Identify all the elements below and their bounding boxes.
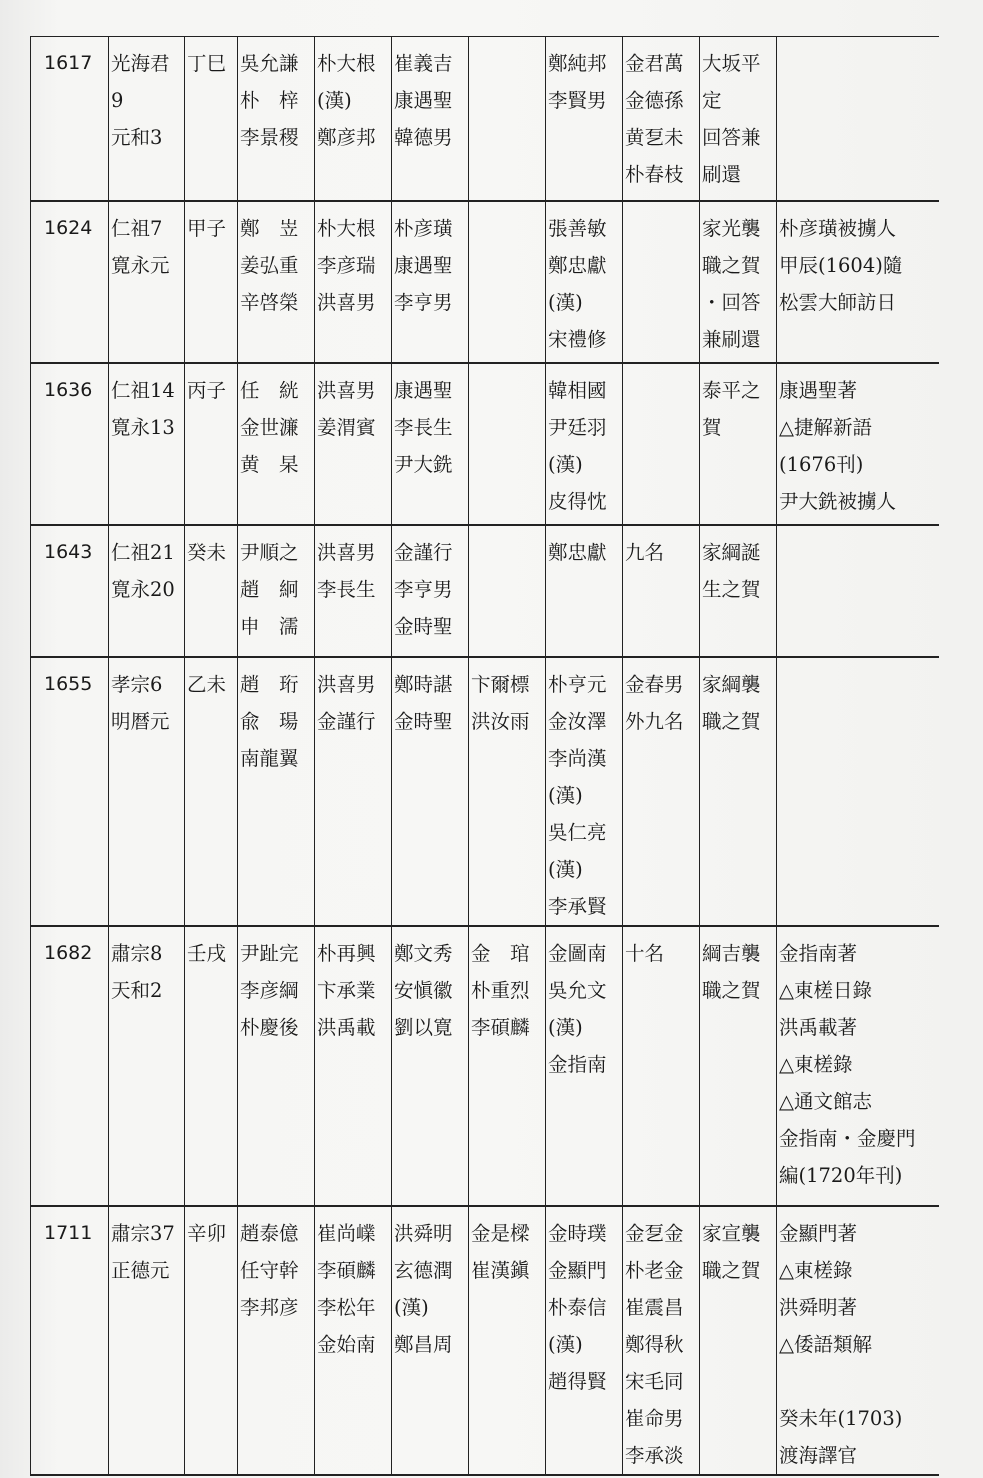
cell-line: 皮得忱	[548, 489, 607, 513]
ganji-cell	[185, 37, 238, 201]
cell-line: (漢)	[317, 89, 352, 112]
envoys-cell	[238, 525, 315, 657]
cell-line: △東槎錄	[779, 1052, 853, 1076]
cell-line: 甲辰(1604)隨	[779, 253, 903, 277]
year-text: 1617	[44, 52, 93, 74]
interpreter-2-cell	[392, 363, 469, 525]
cell-line: 兪 瑒	[240, 709, 299, 733]
cell-line: 朴大根	[317, 216, 376, 240]
cell-line	[779, 1363, 939, 1400]
cell-line: 洪喜男	[317, 378, 376, 402]
cell-line: △東槎錄	[779, 1258, 853, 1282]
cell-line: 卞爾標	[471, 672, 530, 696]
year-cell	[31, 363, 109, 525]
table-row	[31, 657, 939, 926]
attendants-cell	[623, 1206, 700, 1475]
reign-cell	[109, 1206, 185, 1475]
cell-line: 金指南	[548, 1052, 607, 1076]
cell-line: 李彦綱	[240, 978, 299, 1002]
year-cell	[31, 37, 109, 201]
cell-line: 趙 絅	[240, 577, 299, 601]
interpreter-2-cell	[392, 201, 469, 363]
year-cell	[31, 657, 109, 926]
table-row	[31, 363, 939, 525]
year-text: 1655	[44, 672, 93, 695]
year-cell	[31, 1206, 109, 1475]
cell-line: 李景稷	[240, 126, 299, 149]
cell-line: 韓相國	[548, 378, 607, 402]
ganji-cell	[185, 201, 238, 363]
attendants-cell	[623, 201, 700, 363]
year-text: 1682	[44, 941, 93, 964]
purpose-cell	[700, 1206, 777, 1475]
interpreter-3-cell	[469, 525, 546, 657]
cell-line: (漢)	[548, 783, 583, 807]
cell-line: 寛永20	[111, 577, 175, 601]
notes-cell	[777, 1206, 939, 1475]
cell-line: 金始南	[317, 1332, 376, 1356]
cell-line: 朴泰信	[548, 1295, 607, 1319]
cell-line: 家宣襲	[702, 1221, 761, 1245]
purpose-cell	[700, 363, 777, 525]
cell-line: 洪汝雨	[471, 709, 530, 733]
cell-line: 洪喜男	[317, 290, 376, 314]
cell-line: 朴重烈	[471, 978, 530, 1002]
cell-line: 金指南・金慶門	[779, 1126, 916, 1150]
cell-line: 鄭得秋	[625, 1332, 684, 1356]
cell-line: 定	[702, 89, 722, 112]
reign-cell	[109, 926, 185, 1206]
table-row	[31, 201, 939, 363]
table-row	[31, 1206, 939, 1475]
attendants-cell	[623, 525, 700, 657]
cell-line: 辛卯	[187, 1221, 227, 1245]
cell-line: △東槎日錄	[779, 978, 872, 1002]
envoys-cell	[238, 201, 315, 363]
cell-line: 安愼徽	[394, 978, 453, 1002]
cell-line: 李碩麟	[317, 1258, 376, 1282]
cell-line: 南龍翼	[240, 746, 299, 770]
interpreter-3-cell	[469, 201, 546, 363]
envoys-cell	[238, 363, 315, 525]
cell-line: 鄭時諶	[394, 672, 453, 696]
ganji-cell	[185, 657, 238, 926]
cell-line: 職之賀	[702, 1258, 761, 1282]
cell-line: 肅宗8	[111, 941, 163, 965]
cell-line: 家光襲	[702, 216, 761, 240]
cell-line: (漢)	[548, 290, 583, 314]
cell-line: 寛永元	[111, 253, 170, 277]
interpreter-cell	[315, 37, 392, 201]
interpreter-4-cell	[546, 657, 623, 926]
cell-line: 仁祖7	[111, 216, 163, 240]
interpreter-2-cell	[392, 1206, 469, 1475]
cell-line: 李賢男	[548, 89, 607, 112]
interpreter-cell	[315, 657, 392, 926]
notes-cell	[777, 363, 939, 525]
cell-line: 朴 梓	[240, 89, 299, 112]
cell-line: 劉以寛	[394, 1015, 453, 1039]
cell-line: 回答兼	[702, 126, 761, 149]
purpose-cell	[700, 657, 777, 926]
cell-line: 鄭忠獻	[548, 540, 607, 564]
cell-line: 張善敏	[548, 216, 607, 240]
cell-line: 吳允謙	[240, 52, 299, 75]
cell-line: 趙 珩	[240, 672, 299, 696]
interpreter-3-cell	[469, 657, 546, 926]
cell-line: 金世濂	[240, 415, 299, 439]
cell-line: 金指南著	[779, 941, 858, 965]
purpose-cell	[700, 37, 777, 201]
interpreter-3-cell	[469, 37, 546, 201]
cell-line: (漢)	[548, 1332, 583, 1356]
cell-line: 尹廷羽	[548, 415, 607, 439]
table-row	[31, 37, 939, 201]
cell-line: 金德孫	[625, 89, 684, 112]
cell-line: △捷解新語	[779, 415, 872, 439]
cell-line: △通文館志	[779, 1089, 872, 1113]
notes-cell	[777, 657, 939, 926]
envoys-cell	[238, 657, 315, 926]
cell-line: 李長生	[317, 577, 376, 601]
attendants-cell	[623, 37, 700, 201]
cell-line: 鄭純邦	[548, 52, 607, 75]
interpreter-3-cell	[469, 363, 546, 525]
cell-line: 金圖南	[548, 941, 607, 965]
cell-line: 李彦瑞	[317, 253, 376, 277]
interpreter-3-cell	[469, 926, 546, 1206]
cell-line: 大坂平	[702, 52, 761, 75]
cell-line: 乙未	[187, 672, 227, 696]
cell-line: 仁祖21	[111, 540, 175, 564]
ganji-cell	[185, 363, 238, 525]
notes-cell	[777, 926, 939, 1206]
cell-line: 康遇聖	[394, 378, 453, 402]
year-text: 1636	[44, 378, 93, 401]
cell-line: 朴老金	[625, 1258, 684, 1282]
cell-line: 吳仁亮	[548, 820, 607, 844]
cell-line: 洪喜男	[317, 672, 376, 696]
reign-cell	[109, 525, 185, 657]
cell-line: 趙泰億	[240, 1221, 299, 1245]
cell-line: 明暦元	[111, 709, 170, 733]
cell-line: 鄭文秀	[394, 941, 453, 965]
cell-line: 刷還	[702, 163, 742, 186]
envoy-table	[30, 36, 939, 1476]
cell-line: 黄 杲	[240, 452, 299, 476]
cell-line: 仁祖14	[111, 378, 175, 402]
interpreter-4-cell	[546, 363, 623, 525]
cell-line: 兼刷還	[702, 327, 761, 351]
cell-line: (漢)	[548, 1015, 583, 1039]
cell-line: 金謹行	[317, 709, 376, 733]
cell-line: 康遇聖著	[779, 378, 858, 402]
purpose-cell	[700, 525, 777, 657]
cell-line: 洪禹載	[317, 1015, 376, 1039]
cell-line: 康遇聖	[394, 253, 453, 277]
notes-cell	[777, 525, 939, 657]
interpreter-cell	[315, 1206, 392, 1475]
cell-line: 申 濡	[240, 614, 299, 638]
interpreter-4-cell	[546, 525, 623, 657]
cell-line: 崔義吉	[394, 52, 453, 75]
cell-line: 李松年	[317, 1295, 376, 1319]
cell-line: 職之賀	[702, 253, 761, 277]
ganji-cell	[185, 1206, 238, 1475]
cell-line: 外九名	[625, 709, 684, 733]
cell-line: 尹大銑被擄人	[779, 489, 897, 513]
cell-line: (漢)	[548, 857, 583, 881]
reign-cell	[109, 657, 185, 926]
attendants-cell	[623, 926, 700, 1206]
cell-line: 洪禹載著	[779, 1015, 858, 1039]
cell-line: 辛啓榮	[240, 290, 299, 314]
cell-line: 崔尚嶫	[317, 1221, 376, 1245]
cell-line: 光海君	[111, 52, 170, 75]
cell-line: 職之賀	[702, 709, 761, 733]
envoys-cell	[238, 926, 315, 1206]
purpose-cell	[700, 926, 777, 1206]
cell-line: 任守幹	[240, 1258, 299, 1282]
reign-cell	[109, 37, 185, 201]
interpreter-2-cell	[392, 926, 469, 1206]
interpreter-2-cell	[392, 657, 469, 926]
interpreter-4-cell	[546, 1206, 623, 1475]
cell-line: 崔漢鎭	[471, 1258, 530, 1282]
envoys-cell	[238, 37, 315, 201]
interpreter-4-cell	[546, 926, 623, 1206]
year-text: 1624	[44, 216, 93, 239]
cell-line: ・回答	[702, 290, 761, 314]
cell-line: 洪喜男	[317, 540, 376, 564]
cell-line: 甲子	[187, 216, 227, 240]
cell-line: 九名	[625, 540, 665, 564]
ganji-cell	[185, 926, 238, 1206]
cell-line: 癸未年(1703)	[779, 1406, 903, 1430]
cell-line: 黄乭未	[625, 126, 684, 149]
interpreter-2-cell	[392, 525, 469, 657]
cell-line: 丙子	[187, 378, 227, 402]
purpose-cell	[700, 201, 777, 363]
cell-line: 肅宗37	[111, 1221, 175, 1245]
cell-line: 李承淡	[625, 1443, 684, 1467]
cell-line: 姜渭賓	[317, 415, 376, 439]
cell-line: 泰平之	[702, 378, 761, 402]
cell-line: 宋毛同	[625, 1369, 684, 1393]
cell-line: 李亨男	[394, 577, 453, 601]
cell-line: 李承賢	[548, 894, 607, 918]
cell-line: 孝宗6	[111, 672, 163, 696]
cell-line: 編(1720年刊)	[779, 1163, 903, 1187]
cell-line: 金顯門著	[779, 1221, 858, 1245]
cell-line: 鄭忠獻	[548, 253, 607, 277]
cell-line: 朴彦璜被擄人	[779, 216, 897, 240]
cell-line: 李碩麟	[471, 1015, 530, 1039]
cell-line: 金乭金	[625, 1221, 684, 1245]
cell-line: 朴亨元	[548, 672, 607, 696]
interpreter-3-cell	[469, 1206, 546, 1475]
year-text: 1711	[44, 1221, 93, 1244]
cell-line: 李邦彦	[240, 1295, 299, 1319]
cell-line: 丁巳	[187, 52, 227, 75]
cell-line: 朴春枝	[625, 163, 684, 186]
year-cell	[31, 525, 109, 657]
year-cell	[31, 926, 109, 1206]
cell-line: 渡海譯官	[779, 1443, 858, 1467]
cell-line: 金時聖	[394, 614, 453, 638]
cell-line: 金謹行	[394, 540, 453, 564]
cell-line: 正德元	[111, 1258, 170, 1282]
cell-line: 金君萬	[625, 52, 684, 75]
attendants-cell	[623, 363, 700, 525]
cell-line: 鄭 岦	[240, 216, 299, 240]
cell-line: 吳允文	[548, 978, 607, 1002]
cell-line: 家綱襲	[702, 672, 761, 696]
cell-line: 癸未	[187, 540, 227, 564]
cell-line: 趙得賢	[548, 1369, 607, 1393]
cell-line: 朴再興	[317, 941, 376, 965]
cell-line: 金是樑	[471, 1221, 530, 1245]
year-cell	[31, 201, 109, 363]
cell-line: 洪舜明著	[779, 1295, 858, 1319]
cell-line: 生之賀	[702, 577, 761, 601]
cell-line: 寛永13	[111, 415, 175, 439]
ganji-cell	[185, 525, 238, 657]
cell-line: 尹順之	[240, 540, 299, 564]
reign-cell	[109, 201, 185, 363]
cell-line: 金汝澤	[548, 709, 607, 733]
cell-line: (漢)	[548, 452, 583, 476]
cell-line: 金 琯	[471, 941, 530, 965]
cell-line: 尹趾完	[240, 941, 299, 965]
cell-line: 金時璞	[548, 1221, 607, 1245]
cell-line: 金顯門	[548, 1258, 607, 1282]
cell-line: 朴彦璜	[394, 216, 453, 240]
cell-line: 職之賀	[702, 978, 761, 1002]
attendants-cell	[623, 657, 700, 926]
interpreter-cell	[315, 926, 392, 1206]
cell-line: 金春男	[625, 672, 684, 696]
cell-line: 天和2	[111, 978, 163, 1002]
cell-line: 金時聖	[394, 709, 453, 733]
cell-line: 李尚漢	[548, 746, 607, 770]
cell-line: 韓德男	[394, 126, 453, 149]
cell-line: (漢)	[394, 1295, 429, 1319]
cell-line: 宋禮修	[548, 327, 607, 351]
year-text: 1643	[44, 540, 93, 563]
interpreter-cell	[315, 363, 392, 525]
interpreter-4-cell	[546, 37, 623, 201]
cell-line: 姜弘重	[240, 253, 299, 277]
cell-line: 康遇聖	[394, 89, 453, 112]
cell-line: 元和3	[111, 126, 163, 149]
cell-line: 崔震昌	[625, 1295, 684, 1319]
cell-line: 壬戌	[187, 941, 227, 965]
cell-line: 尹大銑	[394, 452, 453, 476]
table-row	[31, 926, 939, 1206]
cell-line: 卞承業	[317, 978, 376, 1002]
cell-line: 崔命男	[625, 1406, 684, 1430]
cell-line: 松雲大師訪日	[779, 290, 897, 314]
cell-line: 任 絖	[240, 378, 299, 402]
cell-line: 家綱誕	[702, 540, 761, 564]
interpreter-cell	[315, 201, 392, 363]
cell-line: 綱吉襲	[702, 941, 761, 965]
table-body	[31, 37, 939, 1475]
notes-cell	[777, 37, 939, 201]
notes-cell	[777, 201, 939, 363]
cell-line: 洪舜明	[394, 1221, 453, 1245]
table-row	[31, 525, 939, 657]
interpreter-4-cell	[546, 201, 623, 363]
cell-line: 李亨男	[394, 290, 453, 314]
interpreter-cell	[315, 525, 392, 657]
cell-line: 李長生	[394, 415, 453, 439]
cell-line: 朴大根	[317, 52, 376, 75]
cell-line: (1676刊)	[779, 452, 864, 476]
cell-line: △倭語類解	[779, 1332, 872, 1356]
interpreter-2-cell	[392, 37, 469, 201]
cell-line: 十名	[625, 941, 665, 965]
reign-cell	[109, 363, 185, 525]
cell-line: 賀	[702, 415, 722, 439]
cell-line: 鄭彦邦	[317, 126, 376, 149]
cell-line: 鄭昌周	[394, 1332, 453, 1356]
cell-line: 玄德潤	[394, 1258, 453, 1282]
envoys-cell	[238, 1206, 315, 1475]
cell-line: 朴慶後	[240, 1015, 299, 1039]
cell-line: 9	[111, 89, 124, 112]
